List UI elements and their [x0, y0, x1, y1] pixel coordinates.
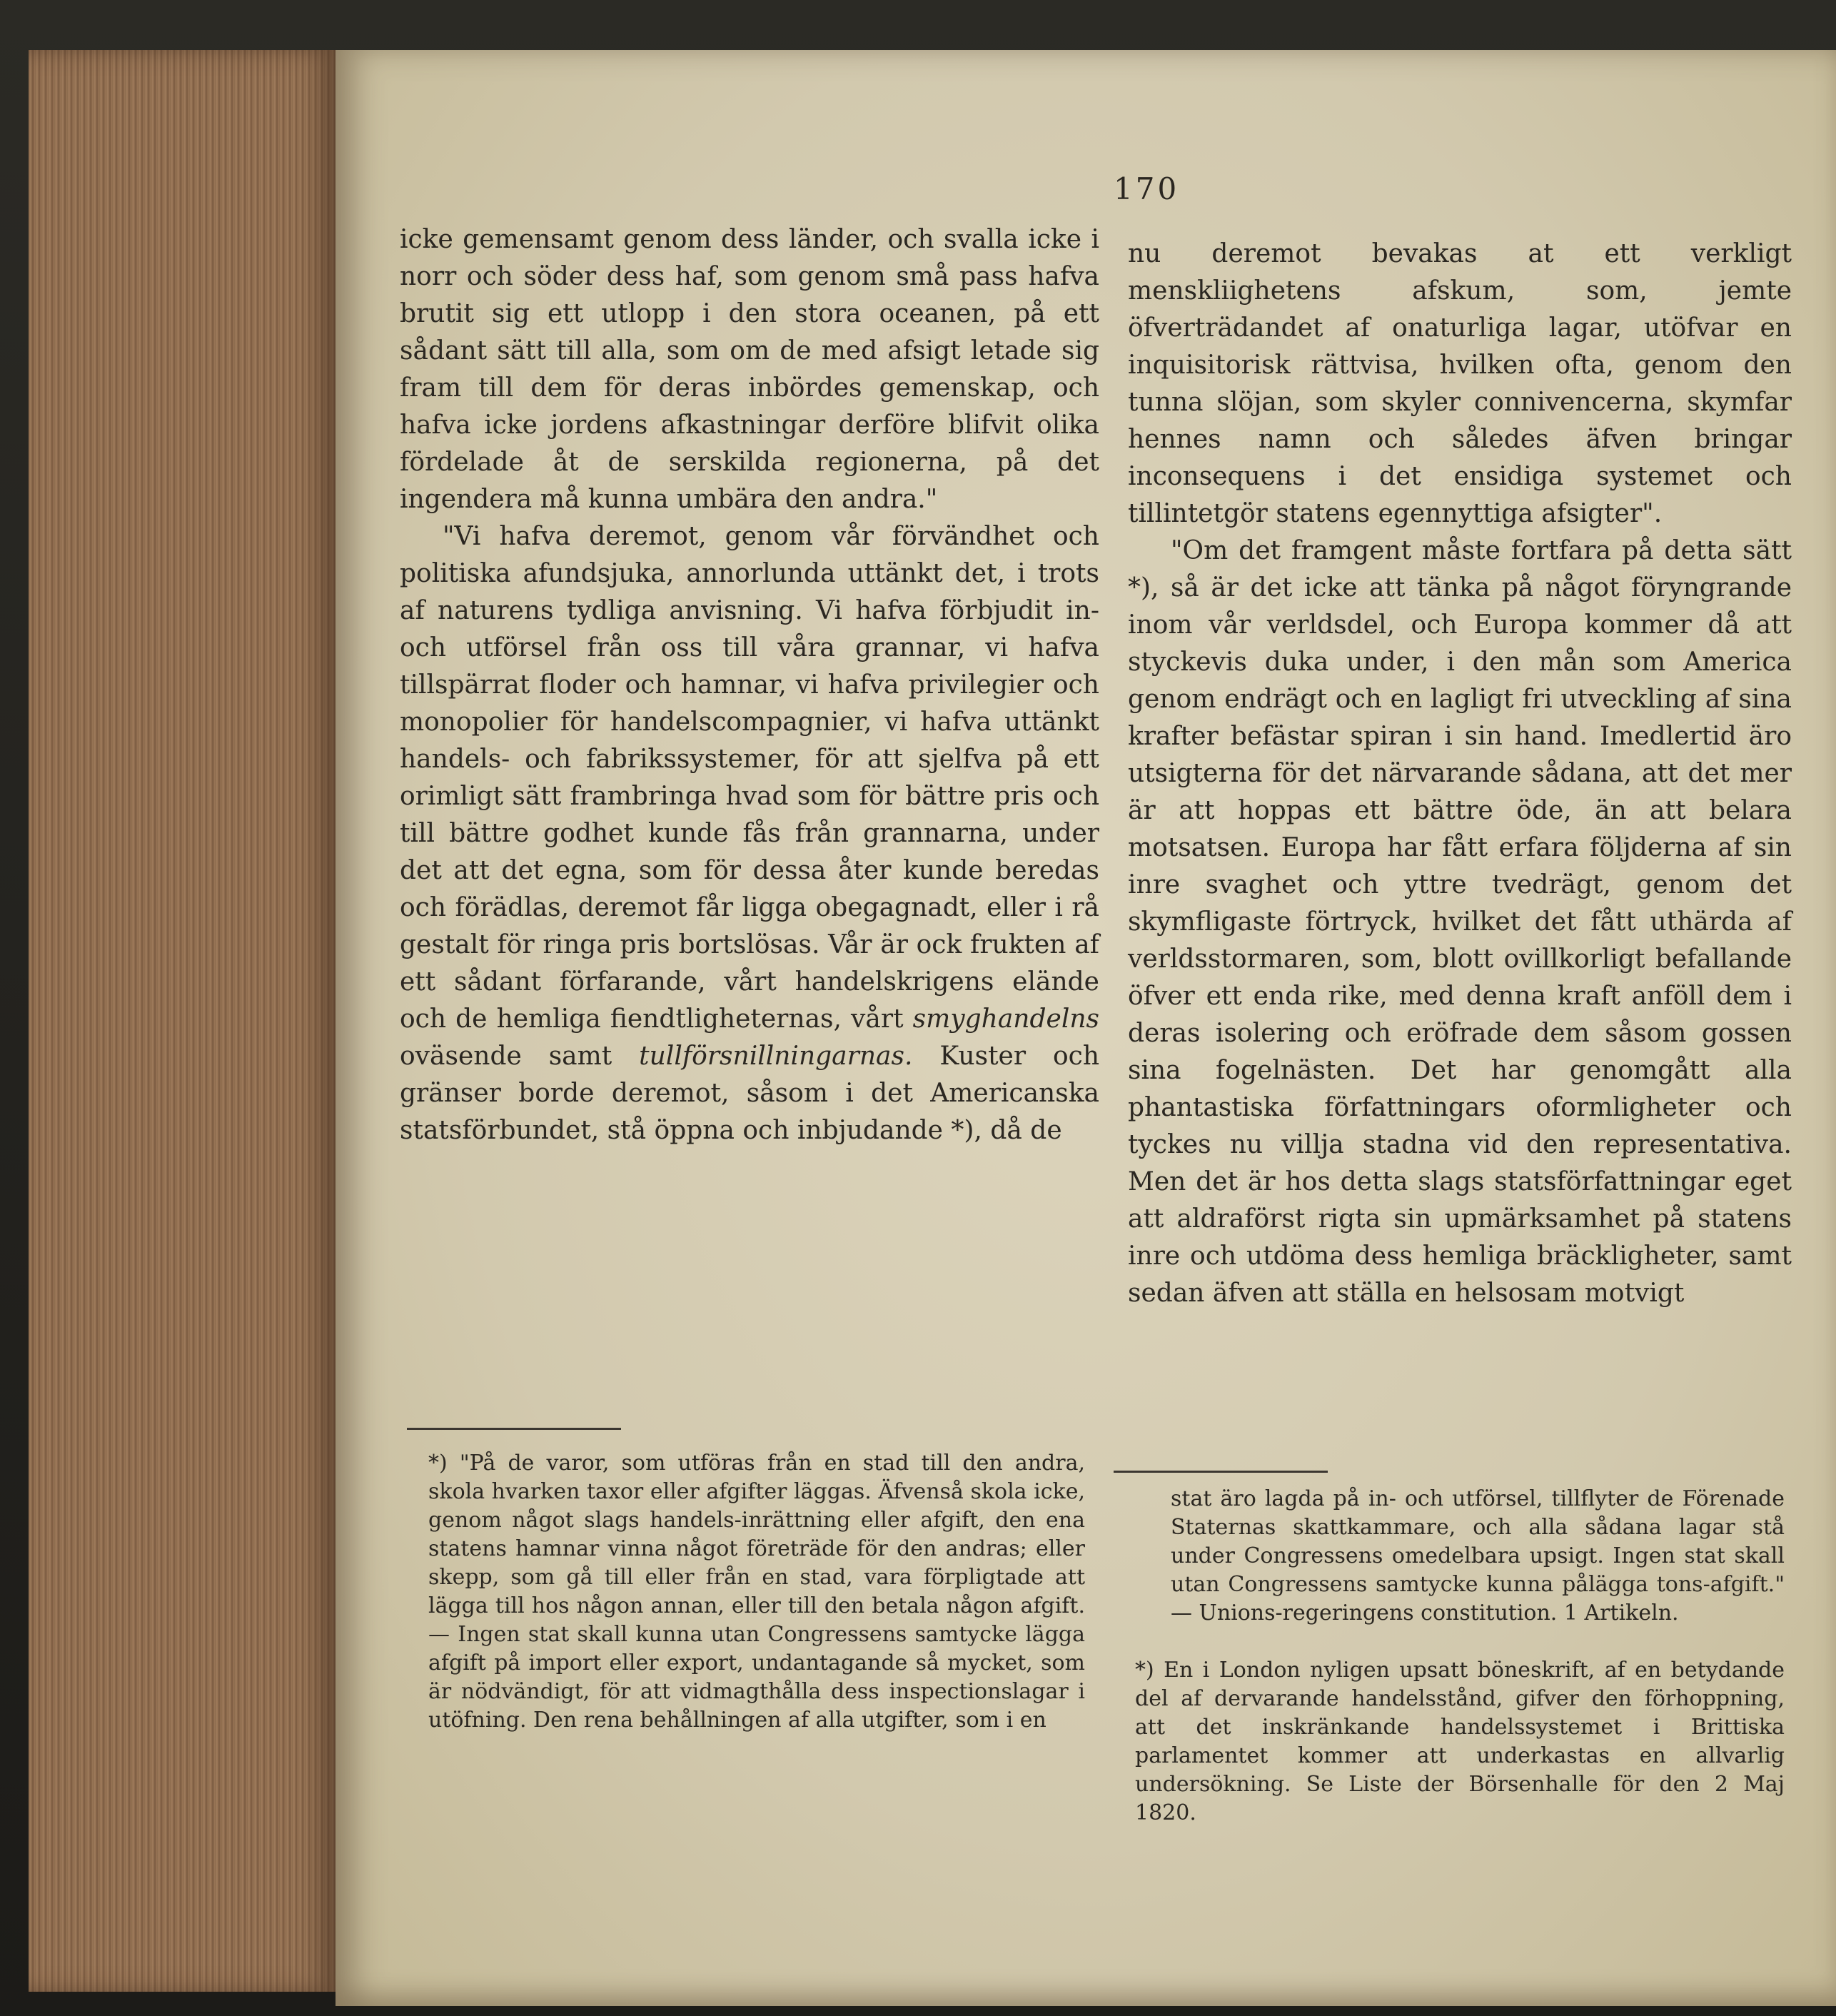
book-page-edges	[29, 50, 336, 1992]
footnote-divider-left	[407, 1428, 621, 1430]
left-paragraph-2-part-a: "Vi hafva deremot, genom vår förvändhet och politiska afundsjuka, annorlunda uttänkt det, i trots af naturens tydliga anvisning. Vi hafva förbjudit in- och utförsel från oss till våra grannar, vi hafva tillspärrat floder och hamnar, vi hafva privilegier och monopolier för handelscompagnier, vi hafva uttänkt handels- och fabrikssystemer, för att sjelfva på ett orimligt sätt frambringa hvad som för bättre pris och till bättre godhet kunde fås från grannarna, under det att det egna, som för dessa åter kunde beredas och förädlas, deremot får ligga obegagnadt, eller i rå gestalt för ringa pris bortslösas. Vår är ock frukten af ett sådant förfarande, vårt handelskrigens elände och de hemliga fiendtligheternas, vårt	[400, 522, 1099, 1034]
footnote-left-text: *) "På de varor, som utföras från en stad till den andra, skola hvarken taxor eller afgifter läggas. Äfvenså skola icke, genom något slags handels-inrättning eller afgift, den ena statens hamnar vinna något företräde för den andras; eller skepp, som gå till eller från en stad, vara förpligtade att lägga till hos någon annan, eller till den betala någon afgift. — Ingen stat skall kunna utan Congressens samtycke lägga afgift på import eller export, undantagande så mycket, som är nödvändigt, för att vidmagthålla dess inspectionslagar i utöfning. Den rena behållningen af alla utgifter, som i en	[428, 1451, 1085, 1733]
footnote-right-second-text: *) En i London nyligen upsatt böneskrift, af en betydande del af dervarande handelsstånd, gifver den förhoppning, att det inskränkande handelssystemet i Brittiska parlamentet kommer att underkastas en allvarlig undersökning. Se Liste der Börsenhalle för den 2 Maj 1820.	[1135, 1658, 1785, 1825]
left-paragraph-2	[400, 518, 1099, 1149]
left-paragraph-1: icke gemensamt genom dess länder, och svalla icke i norr och söder dess haf, som genom små pass hafva brutit sig ett utlopp i den stora oceanen, på ett sådant sätt till alla, som om de med afsigt letade sig fram till dem för deras inbördes gemenskap, och hafva icke jordens afkastningar derföre blifvit olika fördelade åt de serskilda regionerna, på det ingendera må kunna umbära den andra."	[400, 225, 1099, 514]
footnote-right-second	[1135, 1656, 1785, 1828]
left-paragraph-2-part-b: oväsende samt	[400, 1042, 640, 1071]
footnote-right-continuation-text: stat äro lagda på in- och utförsel, tillflyter de Förenade Staternas skattkammare, och alla sådana lagar stå under Congressens omedelbara upsigt. Ingen stat skall utan Congressens samtycke kunna pålägga tons-afgift." — Unions-regeringens constitution. 1 Artikeln.	[1171, 1486, 1785, 1626]
footnote-right-continuation	[1171, 1485, 1785, 1628]
footnote-divider-right	[1114, 1471, 1328, 1473]
left-text-column	[400, 221, 1099, 1149]
left-paragraph-2-part-c: Kuster och gränser borde deremot, såsom i det Americanska statsförbundet, stå öppna och inbjudande *), då de	[400, 1042, 1100, 1145]
footnote-left	[428, 1449, 1085, 1735]
right-paragraph-2: "Om det framgent måste fortfara på detta sätt *), så är det icke att tänka på något föryngrande inom vår verldsdel, och Europa kommer då att styckevis duka under, i den mån som America genom endrägt och en lagligt fri utveckling af sina krafter befästar spiran i sin hand. Imedlertid äro utsigterna för det närvarande sådana, att det mer är att hoppas ett bättre öde, än att belara motsatsen. Europa har fått erfara följderna af sin inre svaghet och yttre tvedrägt, genom det skymfligaste förtryck, hvilket det fått uthärda af verldsstormaren, som, blott ovillkorligt befallande öfver ett enda rike, med denna kraft anföll dem i deras isolering och eröfrade dem såsom gossen sina fogelnästen. Det har genomgått alla phantastiska författningars oformligheter och tyckes nu villja stadna vid den representativa. Men det är hos detta slags statsförfattningar eget att aldraförst rigta sin upmärksamhet på statens inre och utdöma dess hemliga bräckligheter, samt sedan äfven att ställa en helsosam motvigt	[1128, 536, 1792, 1308]
left-paragraph-2-italic-1: smyghandelns	[912, 1004, 1099, 1034]
page-number: 170	[1114, 171, 1180, 206]
right-text-column	[1128, 236, 1792, 1312]
right-paragraph-1: nu deremot bevakas at ett verkligt menskliighetens afskum, som, jemte öfverträdandet af onaturliga lagar, utöfvar en inquisitorisk rättvisa, hvilken ofta, genom den tunna slöjan, som skyler connivencerna, skymfar hennes namn och således äfven bringar inconsequens i det ensidiga systemet och tillintetgör statens egennyttiga afsigter".	[1128, 239, 1792, 528]
left-paragraph-2-italic-2: tullförsnillningarnas.	[639, 1042, 913, 1071]
